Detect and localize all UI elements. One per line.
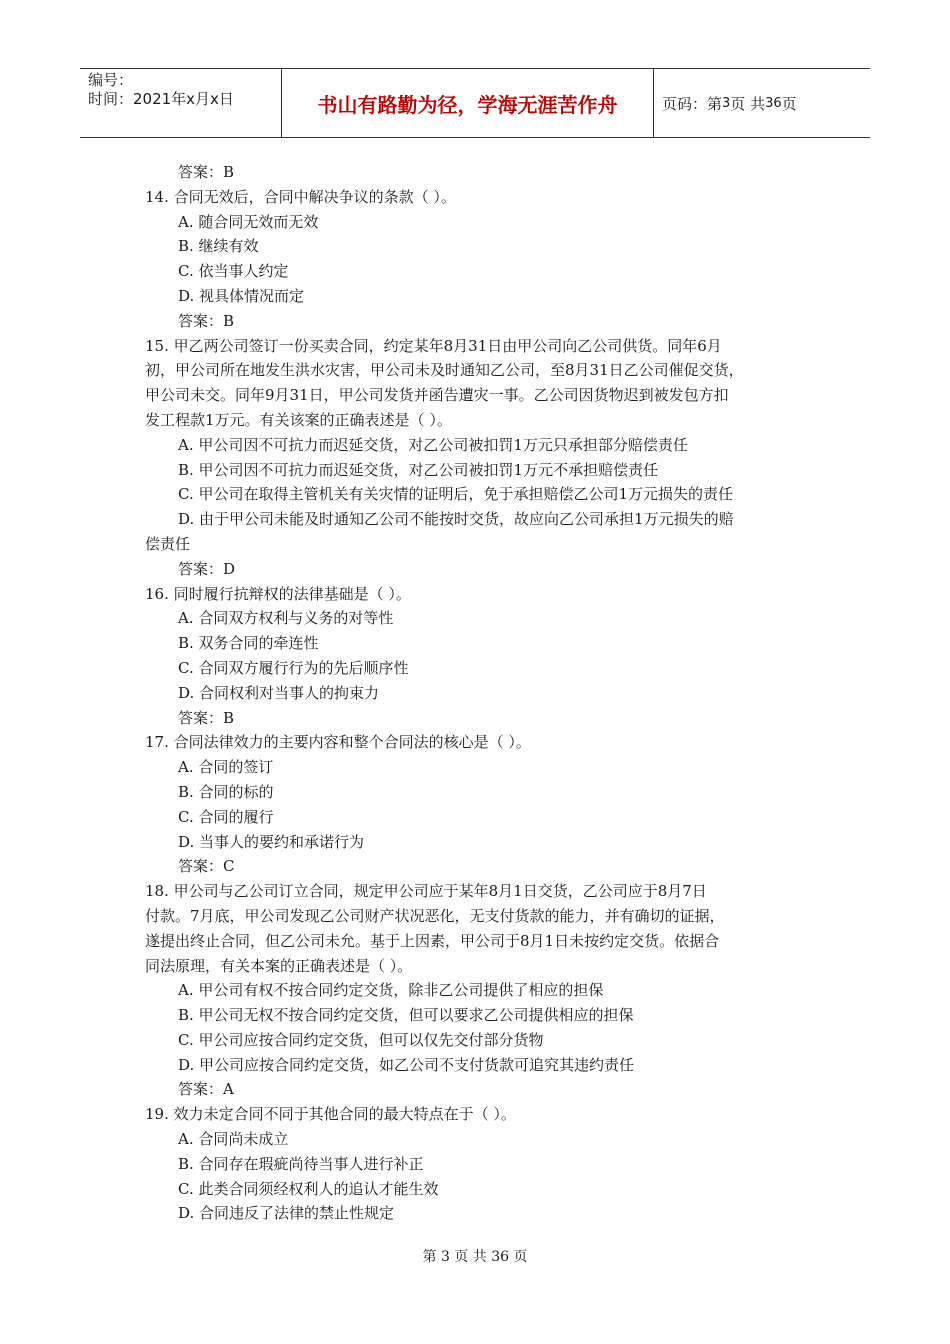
question-text: 16. 同时履行抗辩权的法律基础是（ ）。 xyxy=(145,584,411,603)
header-motto: 书山有路勤为径，学海无涯苦作舟 xyxy=(282,69,654,137)
option-text: D. 合同权利对当事人的拘束力 xyxy=(178,683,380,702)
option-text: C. 合同双方履行行为的先后顺序性 xyxy=(178,658,409,677)
question-text-continued: 发工程款1万元。有关该案的正确表述是（ ）。 xyxy=(145,410,452,429)
answer-text: 答案：B xyxy=(178,311,235,330)
option-text: A. 甲公司因不可抗力而迟延交货，对乙公司被扣罚1万元只承担部分赔偿责任 xyxy=(178,435,688,454)
option-text: A. 合同的签订 xyxy=(178,758,274,777)
question-text: 15. 甲乙两公司签订一份买卖合同，约定某年8月31日由甲公司向乙公司供货。同年6月 xyxy=(145,336,722,355)
header-meta xyxy=(80,69,282,137)
option-text: D. 甲公司应按合同约定交货，如乙公司不支付货款可追究其违约责任 xyxy=(178,1055,635,1074)
option-text: D. 由于甲公司未能及时通知乙公司不能按时交货，故应向乙公司承担1万元损失的赔 xyxy=(178,510,734,529)
answer-text: 答案：D xyxy=(178,559,236,578)
question-text-continued: 甲公司未交。同年9月31日，甲公司发货并函告遭灾一事。乙公司因货物迟到被发包方扣 xyxy=(145,386,729,405)
option-text: D. 合同违反了法律的禁止性规定 xyxy=(178,1204,395,1223)
date-label: 时间：2021年x月x日 xyxy=(88,90,234,108)
header-page-info xyxy=(654,69,870,137)
question-text-continued: 初，甲公司所在地发生洪水灾害，甲公司未及时通知乙公司，至8月31日乙公司催促交货， xyxy=(145,361,744,380)
question-text-continued: 付款。7月底，甲公司发现乙公司财产状况恶化，无支付货款的能力，并有确切的证据， xyxy=(145,906,725,925)
page-footer: 第 3 页 共 36 页 xyxy=(422,1249,528,1265)
page-number: 3 xyxy=(722,95,731,111)
option-text: C. 甲公司在取得主管机关有关灾情的证明后，免于承担赔偿乙公司1万元损失的责任 xyxy=(178,485,734,504)
question-text: 18. 甲公司与乙公司订立合同，规定甲公司应于某年8月1日交货，乙公司应于8月7日 xyxy=(145,882,707,901)
option-text: B. 继续有效 xyxy=(178,237,259,256)
option-text: B. 甲公司因不可抗力而迟延交货，对乙公司被扣罚1万元不承担赔偿责任 xyxy=(178,460,659,479)
answer-text: 答案：B xyxy=(178,163,235,181)
option-text: B. 甲公司无权不按合同约定交货，但可以要求乙公司提供相应的担保 xyxy=(178,1006,634,1025)
option-text: A. 合同尚未成立 xyxy=(178,1130,289,1149)
option-text: D. 当事人的要约和承诺行为 xyxy=(178,832,365,851)
option-text: C. 依当事人约定 xyxy=(178,262,289,281)
page-prefix: 页码：第 xyxy=(662,94,723,113)
answer-text: 答案：A xyxy=(178,1080,234,1099)
option-text: D. 视具体情况而定 xyxy=(178,286,305,305)
question-list xyxy=(145,160,815,1226)
answer-text: 答案：C xyxy=(178,857,235,876)
question-text-continued: 遂提出终止合同，但乙公司未允。基于上因素，甲公司于8月1日未按约定交货。依据合 xyxy=(145,931,720,950)
option-text: C. 此类合同须经权利人的追认才能生效 xyxy=(178,1179,439,1198)
page-header xyxy=(80,68,870,138)
code-label: 编号： xyxy=(88,71,134,89)
question-text: 19. 效力未定合同不同于其他合同的最大特点在于（ ）。 xyxy=(145,1105,516,1124)
option-text: B. 合同的标的 xyxy=(178,782,274,801)
question-text-continued: 偿责任 xyxy=(145,534,191,553)
option-text: C. 甲公司应按合同约定交货，但可以仅先交付部分货物 xyxy=(178,1030,544,1049)
option-text: A. 甲公司有权不按合同约定交货，除非乙公司提供了相应的担保 xyxy=(178,981,604,1000)
page-mid: 页 共 xyxy=(730,94,766,113)
question-text-continued: 同法原理，有关本案的正确表述是（ ）。 xyxy=(145,956,413,975)
option-text: B. 双务合同的牵连性 xyxy=(178,634,319,653)
question-text: 17. 合同法律效力的主要内容和整个合同法的核心是（ ）。 xyxy=(145,733,531,752)
question-text: 14. 合同无效后，合同中解决争议的条款（ ）。 xyxy=(145,187,456,206)
option-text: A. 合同双方权利与义务的对等性 xyxy=(178,609,394,628)
option-text: C. 合同的履行 xyxy=(178,807,274,826)
page-suffix: 页 xyxy=(781,94,797,113)
option-text: A. 随合同无效而无效 xyxy=(178,212,319,231)
option-text: B. 合同存在瑕疵尚待当事人进行补正 xyxy=(178,1154,424,1173)
answer-text: 答案：B xyxy=(178,708,235,727)
page-total: 36 xyxy=(765,95,782,111)
